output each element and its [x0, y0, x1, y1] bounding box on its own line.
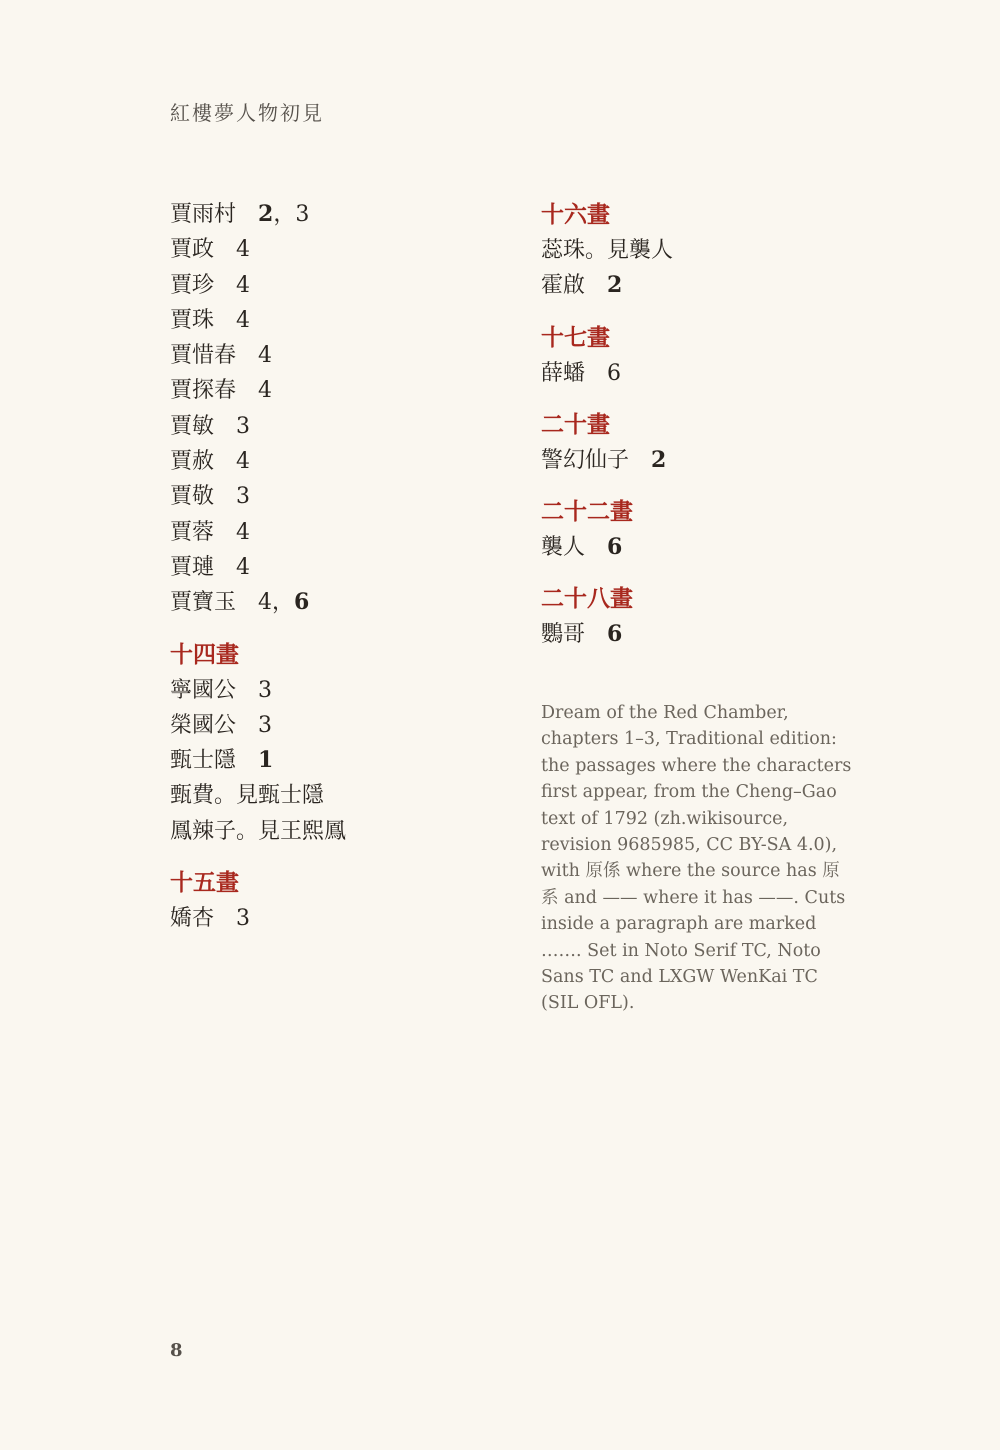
chapter-reference: 3	[236, 906, 251, 932]
character-name: 榮國公	[170, 712, 237, 738]
index-cross-reference: 蕊珠。見襲人	[541, 238, 674, 263]
character-name: 寧國公	[170, 677, 237, 703]
index-entry	[541, 443, 871, 478]
chapter-reference: 4	[236, 519, 251, 545]
chapter-reference: 6	[294, 589, 310, 616]
index-cross-reference: 甄費。見甄士隱	[170, 783, 325, 809]
index-entry	[170, 268, 500, 303]
index-cross-reference: 鳳辣子。見王熙鳳	[170, 818, 347, 844]
character-name: 警幻仙子	[541, 447, 630, 473]
index-entry	[541, 617, 871, 652]
chapter-reference: 6	[607, 621, 623, 648]
stroke-count-heading: 二十八畫	[541, 586, 633, 613]
character-name: 賈探春	[170, 378, 237, 404]
index-entry	[170, 585, 500, 620]
page-number: 8	[170, 1340, 183, 1361]
character-name: 霍啟	[541, 273, 586, 299]
index-entry	[170, 303, 500, 338]
index-column-left	[170, 197, 500, 936]
chapter-reference: 3	[236, 484, 251, 510]
index-entry	[170, 743, 500, 778]
index-entry	[170, 901, 500, 936]
index-entry	[170, 673, 500, 708]
index-entry	[170, 409, 500, 444]
index-entry	[541, 530, 871, 565]
colophon-note: Dream of the Red Chamber, chapters 1–3, Traditional edition: the passages where the characters first appear, from the Cheng–Gao text of 1792 (zh.wikisource, revision 9685985, CC BY-SA 4.0), with 原係 where the source has 原系 and —— where it has ——. Cuts inside a paragraph are marked ……. Set in Noto Serif TC, Noto Sans TC and LXGW WenKai TC (SIL OFL).	[541, 703, 852, 1014]
index-entry	[170, 373, 500, 408]
chapter-reference: 4	[236, 307, 251, 333]
character-name: 賈惜春	[170, 343, 237, 369]
stroke-count-heading: 二十二畫	[541, 499, 633, 526]
chapter-reference: 4	[236, 272, 251, 298]
chapter-reference: 4	[258, 343, 273, 369]
chapter-reference: 3	[258, 677, 273, 703]
character-name: 薛蟠	[541, 360, 586, 386]
chapter-reference: ，3	[273, 202, 310, 227]
index-entry	[541, 268, 871, 303]
character-name: 鸚哥	[541, 622, 586, 648]
index-column-right	[541, 197, 871, 653]
character-name: 襲人	[541, 535, 586, 561]
index-entry	[170, 479, 500, 514]
chapter-reference: 4	[236, 554, 251, 580]
chapter-reference: 4	[258, 378, 273, 404]
stroke-count-heading: 十四畫	[170, 641, 239, 668]
stroke-count-heading: 十五畫	[170, 870, 239, 897]
running-head: 紅樓夢人物初見	[170, 101, 324, 125]
character-name: 賈政	[170, 237, 215, 263]
index-entry	[170, 708, 500, 743]
index-entry	[170, 550, 500, 585]
character-name: 賈珍	[170, 272, 215, 298]
stroke-count-heading: 十六畫	[541, 202, 610, 228]
chapter-reference: 4	[236, 237, 251, 263]
character-name: 賈寶玉	[170, 590, 237, 616]
index-entry	[170, 232, 500, 267]
character-name: 賈雨村	[170, 202, 237, 227]
stroke-count-heading: 十七畫	[541, 324, 610, 351]
character-name: 甄士隱	[170, 748, 237, 774]
index-entry	[541, 356, 871, 391]
character-name: 賈珠	[170, 307, 215, 333]
chapter-reference: 2	[607, 272, 623, 299]
index-entry	[170, 197, 500, 232]
chapter-reference: 6	[607, 360, 622, 386]
index-entry	[170, 515, 500, 550]
character-name: 賈敬	[170, 484, 215, 510]
character-name: 賈赦	[170, 449, 215, 475]
chapter-reference: 3	[258, 712, 273, 738]
character-name: 賈蓉	[170, 519, 215, 545]
chapter-reference: 2	[258, 201, 274, 227]
character-name: 嬌杏	[170, 906, 215, 932]
stroke-count-heading: 二十畫	[541, 411, 610, 438]
chapter-reference: 4，	[258, 590, 295, 616]
character-name: 賈璉	[170, 554, 215, 580]
chapter-reference: 6	[607, 534, 623, 561]
index-entry	[170, 338, 500, 373]
chapter-reference: 3	[236, 413, 251, 439]
chapter-reference: 4	[236, 449, 251, 475]
chapter-reference: 2	[651, 446, 667, 473]
character-name: 賈敏	[170, 413, 215, 439]
chapter-reference: 1	[258, 747, 274, 774]
index-entry	[170, 444, 500, 479]
